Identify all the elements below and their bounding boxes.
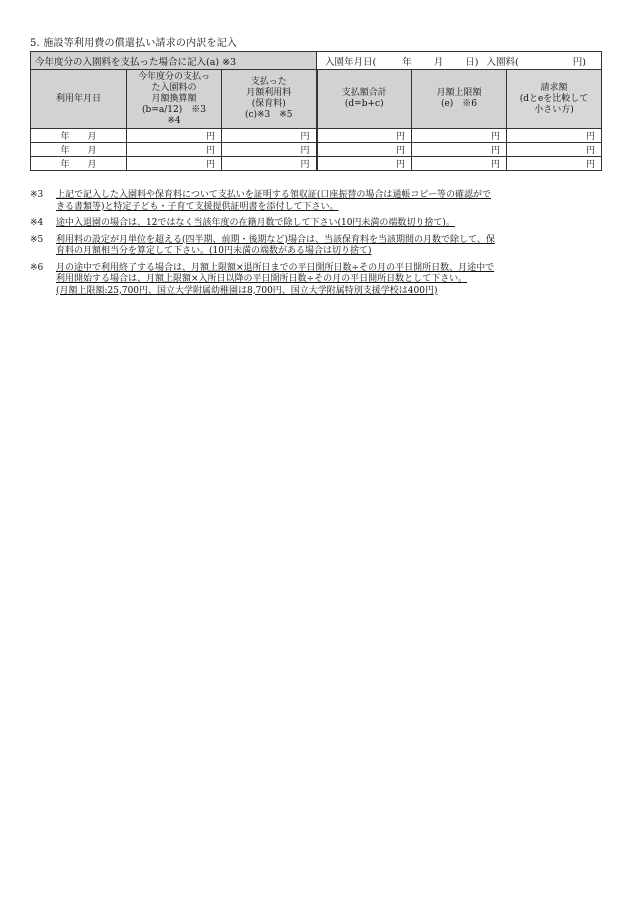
note-line: 利用開始する場合は、月額上限額×入所日以降の平日開所日数÷その月の平日開所日数として下さい。 [56,274,468,284]
section-title: 5. 施設等利用費の償還払い請求の内訳を記入 [30,38,238,49]
amount-cell[interactable]: 円 [412,129,507,143]
note-item [30,263,605,298]
amount-cell[interactable]: 円 [317,143,412,157]
amount-cell[interactable]: 円 [507,129,602,143]
table-row [31,129,602,143]
amount-cell[interactable]: 円 [222,157,317,171]
note-line: きる書類等)と特定子ども・子育て支援提供証明書を添付して下さい。 [56,201,339,212]
header-line: (c)※3 ※5 [244,110,293,120]
note-text [56,235,605,258]
entry-month-label: 月 [433,56,444,68]
entry-fee-yen-label: 円) [572,56,586,68]
note-item [30,235,605,258]
note-mark: ※3 [30,190,44,200]
table-row [31,157,602,171]
note-text [56,190,605,213]
header-line: (e) ※6 [440,99,478,109]
header-line: 支払額合計 [341,88,387,98]
amount-cell[interactable]: 円 [412,157,507,171]
header-usage-date [31,70,127,129]
header-line: 利用年月日 [55,93,101,104]
header-line: (dとeを比較して [519,93,589,104]
header-line: 小さい方) [534,104,574,115]
header-line: (b=a/12) ※3 [142,104,206,115]
note-text [56,218,605,230]
header-line: た入園料の [151,82,197,93]
note-mark: ※5 [30,234,44,245]
note-mark: ※4 [30,218,44,228]
month-label: 月 [87,146,97,156]
notes-section [30,190,605,302]
note-item [30,190,605,213]
entry-fee-row [31,52,602,70]
amount-cell[interactable]: 円 [127,157,222,171]
usage-date-cell[interactable] [31,143,127,157]
header-line: 今年度分の支払っ [137,71,210,82]
header-monthly-cap [412,70,507,129]
amount-cell[interactable]: 円 [317,157,412,171]
usage-date-cell[interactable] [31,129,127,143]
amount-cell[interactable]: 円 [317,129,412,143]
header-line: 支払った [250,77,287,87]
amount-cell[interactable]: 円 [507,143,602,157]
entry-date-label: 入園年月日( [325,56,377,68]
entry-year-label: 年 [402,56,412,68]
header-line: 月額上限額 [436,88,482,98]
header-line: ※4 [167,115,181,126]
entry-fee-fields[interactable] [317,52,602,70]
entry-fee-amount-label: 入園料( [486,56,519,68]
amount-cell[interactable]: 円 [127,129,222,143]
header-monthly-entry-fee [127,70,222,129]
entry-day-label: 日) [465,56,479,68]
year-label: 年 [60,160,70,170]
note-line: 育料の月額相当分を算定して下さい。(10円未満の端数がある場合は切り捨て) [56,246,372,256]
reimbursement-table [30,51,602,171]
note-line: 上記で記入した入園料や保育料について支払いを証明する領収証(口座振替の場合は通帳コピー等の確認がで [56,190,491,200]
amount-cell[interactable]: 円 [127,143,222,157]
header-monthly-usage-fee [222,70,317,129]
note-line: 途中入退園の場合は、12ではなく当該年度の在籍月数で除して下さい(10円未満の端数切り捨て)。 [56,218,455,228]
table-body [31,129,602,171]
note-item [30,218,605,230]
entry-fee-label: 今年度分の入園料を支払った場合に記入(a) ※3 [31,52,317,70]
header-line: (d=b+c) [344,99,384,109]
note-line: (月額上限額:25,700円、国立大学附属幼稚園は8,700円、国立大学附属特別支援学校は400円) [56,285,438,296]
header-total-paid [317,70,412,129]
header-claim-amount [507,70,602,129]
amount-cell[interactable]: 円 [222,129,317,143]
month-label: 月 [87,160,97,170]
note-line: 利用料の設定が月単位を超える(四半期、前期・後期など)場合は、当該保育料を当該期間の月数で除して、保 [56,234,495,245]
note-text [56,263,605,298]
amount-cell[interactable]: 円 [222,143,317,157]
header-line: 月額換算額 [151,93,197,104]
year-label: 年 [60,132,70,142]
month-label: 月 [87,132,97,142]
note-mark: ※6 [30,262,44,273]
usage-date-cell[interactable] [31,157,127,171]
table-header-row [31,70,602,129]
amount-cell[interactable]: 円 [507,157,602,171]
year-label: 年 [60,146,70,156]
note-line: 月の途中で利用終了する場合は、月額上限額×退所日までの平日開所日数÷その月の平日開所日数、月途中で [56,262,495,273]
header-line: 月額利用料 [246,88,292,98]
header-line: (保育料) [251,99,286,109]
header-line: 請求額 [540,82,568,93]
amount-cell[interactable]: 円 [412,143,507,157]
table-row [31,143,602,157]
